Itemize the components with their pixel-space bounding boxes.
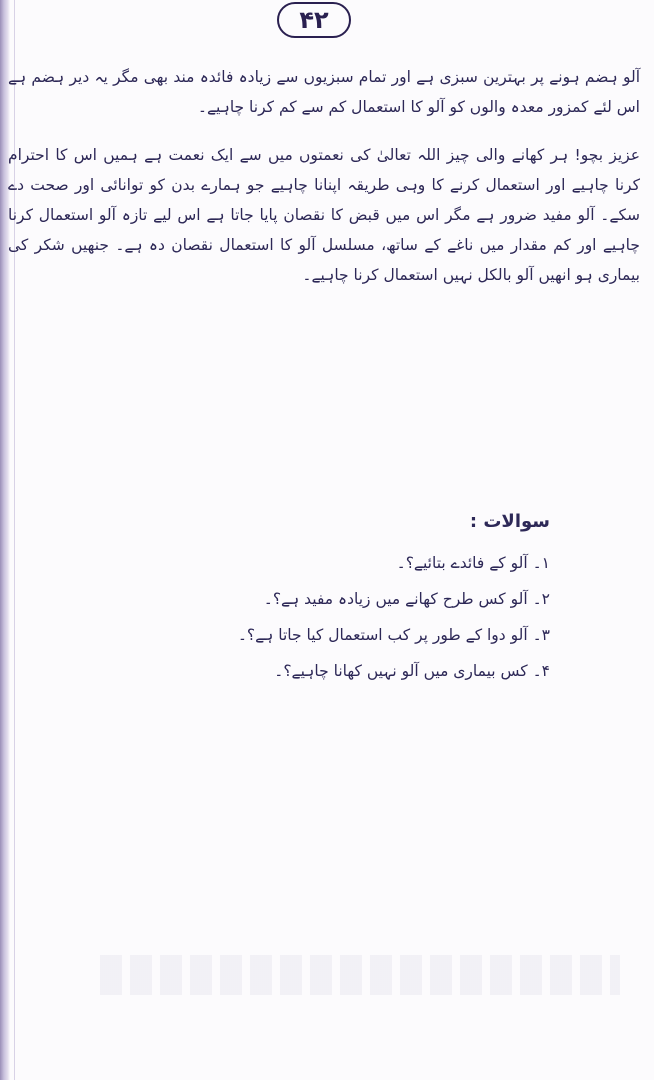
question-item-4: ۴۔ کس بیماری میں آلو نہیں کھانا چاہیے؟۔: [274, 662, 550, 680]
paragraph-potato-digestion: آلو ہضم ہونے پر بہترین سبزی ہے اور تمام سبزیوں سے زیادہ فائدہ مند بھی مگر یہ دیر ہضم ہے اس لئے کمزور معدہ والوں کو آلو کا استعمال کم سے کم کرنا چاہیے۔: [8, 67, 640, 116]
page-number-badge: [277, 2, 351, 38]
questions-heading: سوالات :: [469, 511, 550, 532]
page-number: ۴۲: [299, 6, 329, 34]
paragraph-dear-children: عزیز بچو! ہر کھانے والی چیز اللہ تعالیٰ کی نعمتوں میں سے ایک نعمت ہے ہمیں اس کا احترام کرنا چاہیے اور استعمال کرنے کا وہی طریقہ اپنانا چاہیے جو ہمارے بدن کو توانائی اور صحت دے سکے۔ آلو مفید ضرور ہے مگر اس میں قبض کا نقصان پایا جاتا ہے اس لیے تازہ آلو استعمال کرنا چاہیے اور کم مقدار میں ناغے کے ساتھ، مسلسل آلو کا استعمال نقصان دہ ہے۔ جنھیں شکر کی بیماری ہو انھیں آلو بالکل نہیں استعمال کرنا چاہیے۔: [8, 145, 640, 284]
question-item-2: ۲۔ آلو کس طرح کھانے میں زیادہ مفید ہے؟۔: [263, 590, 550, 608]
question-item-3: ۳۔ آلو دوا کے طور پر کب استعمال کیا جاتا ہے؟۔: [237, 626, 550, 644]
reverse-side-bleed-through: [100, 955, 620, 995]
question-item-1: ۱۔ آلو کے فائدے بتائیے؟۔: [396, 554, 550, 572]
questions-section: [220, 505, 550, 689]
